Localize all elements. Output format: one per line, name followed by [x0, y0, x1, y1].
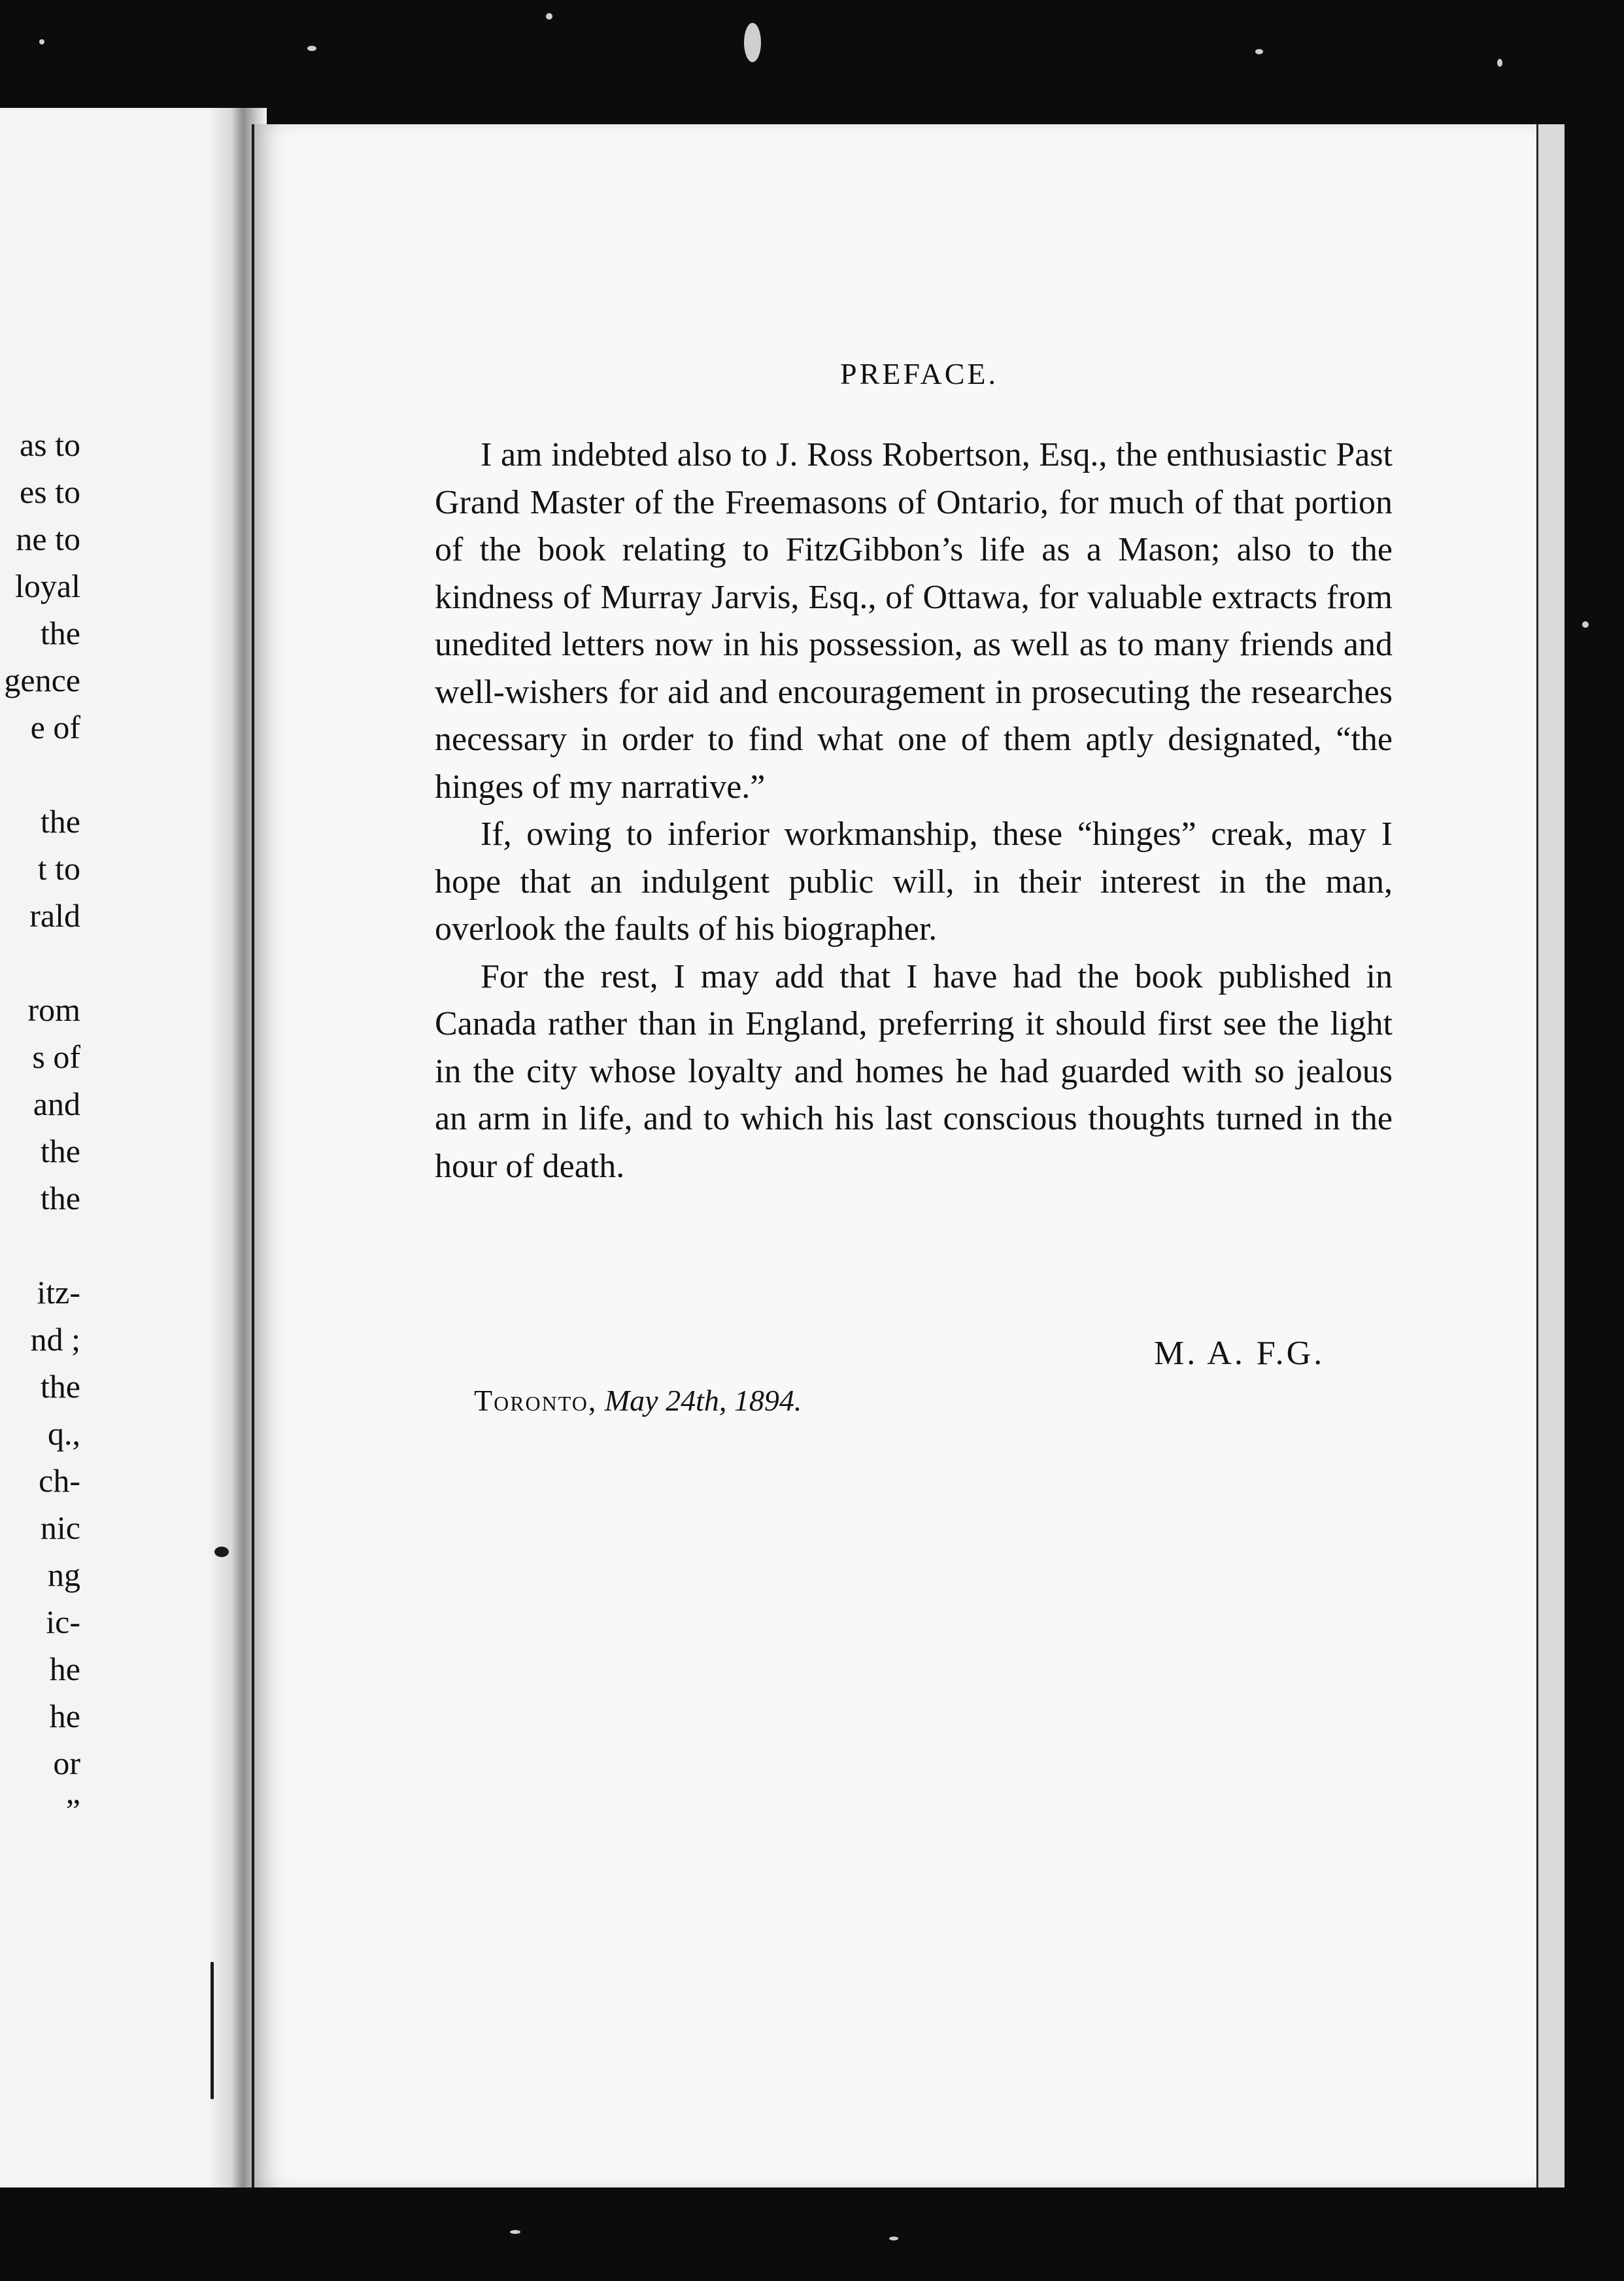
left-fragment: gence [4, 662, 80, 698]
scan-speck [39, 39, 44, 44]
left-fragment: t to [37, 850, 80, 887]
left-fragment: the [40, 1180, 80, 1216]
scan-speck [510, 2230, 520, 2234]
left-fragment: es to [19, 473, 80, 510]
left-fragment: q., [48, 1415, 80, 1452]
dateline-place: Toronto, [474, 1384, 598, 1417]
left-fragment: ic- [46, 1604, 80, 1640]
left-fragment: the [40, 803, 80, 840]
left-fragment: loyal [15, 568, 80, 604]
left-fragment: ” [65, 1792, 80, 1828]
left-fragment: ch- [39, 1462, 80, 1499]
dateline [474, 1383, 802, 1418]
scan-speck [889, 2237, 898, 2240]
ink-mark [211, 1962, 214, 2099]
left-fragment: the [40, 615, 80, 651]
left-fragment: he [49, 1651, 80, 1687]
scan-speck [307, 46, 316, 51]
left-fragment: ne to [16, 521, 80, 557]
left-fragment: rom [27, 991, 80, 1028]
scan-speck [1582, 621, 1589, 628]
left-fragment: and [33, 1086, 80, 1122]
paragraph: For the rest, I may add that I have had the book published in Canada rather than in England, preferring it should first see the light in the city whose loyalty and homes he had guarded with so jealous an arm in life, and to which his last conscious thoughts turned in the hour of death. [435, 957, 1393, 1185]
scan-speck [744, 23, 761, 62]
left-fragment: e of [30, 709, 80, 746]
preface-body [435, 432, 1393, 1190]
dateline-date: May 24th, 1894. [604, 1384, 802, 1417]
left-fragment: rald [29, 897, 80, 934]
scan-speck [1255, 49, 1263, 54]
author-initials: M. A. F.G. [1154, 1335, 1325, 1372]
left-fragment: ng [48, 1556, 80, 1593]
left-fragment: nic [40, 1509, 80, 1546]
left-fragment: itz- [37, 1274, 80, 1311]
paragraph: If, owing to inferior workmanship, these “hinges” creak, may I hope that an indulgent public will, in their interest in the man, overlook the faults of his biographer. [435, 815, 1393, 948]
left-fragment: he [49, 1698, 80, 1734]
left-fragment: or [53, 1745, 80, 1781]
left-fragment: the [40, 1368, 80, 1405]
page-edge [1536, 124, 1565, 2187]
scan-speck [1497, 59, 1502, 67]
left-fragment: the [40, 1133, 80, 1169]
left-fragment: nd ; [30, 1321, 80, 1358]
page-heading: PREFACE. [840, 357, 999, 390]
paragraph: I am indebted also to J. Ross Robertson, Esq., the enthusiastic Past Grand Master of the Freemasons of Ontario, for much of that portion of the book relating to FitzGibbon’s life as a Mason; also to the kindness of Murray Jarvis, Esq., of Ottawa, for valuable extracts from unedited letters now in his possession, as well as to many friends and well-wishers for aid and encouragement in prosecuting the researches necessary in order to find what one of them aptly designated, “the hinges of my narrative.” [435, 436, 1393, 806]
scan-speck [546, 13, 552, 20]
left-fragment: s of [32, 1038, 80, 1075]
left-fragment: as to [19, 426, 80, 463]
ink-mark [214, 1547, 229, 1557]
